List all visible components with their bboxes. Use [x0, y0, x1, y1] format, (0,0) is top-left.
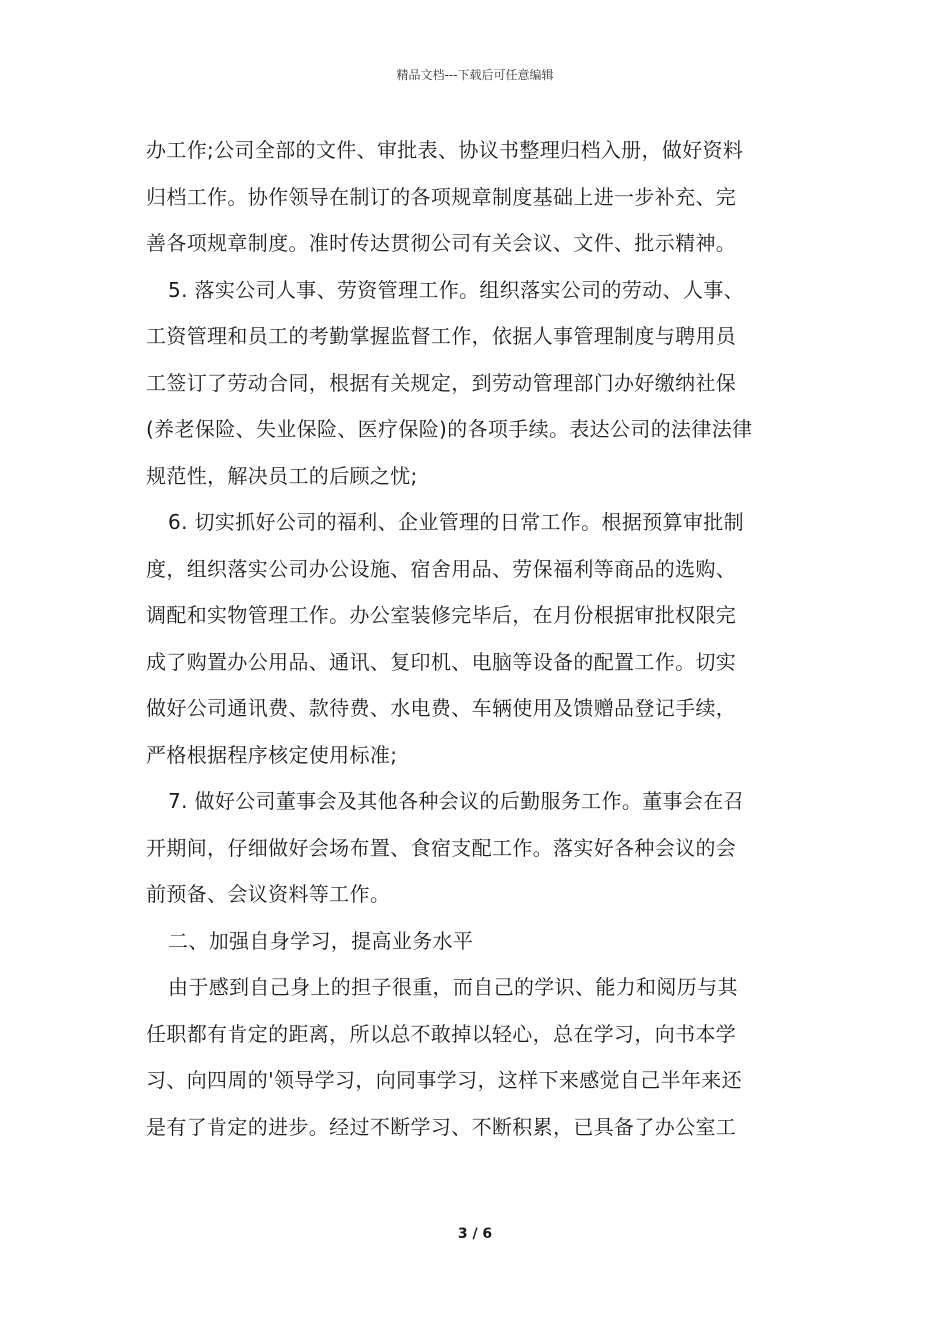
text-line: 归档工作。协作领导在制订的各项规章制度基础上进一步补充、完 [146, 184, 737, 209]
text-line: 做好公司通讯费、款待费、水电费、车辆使用及馈赠品登记手续， [146, 696, 737, 720]
text-line: 办工作;公司全部的文件、审批表、协议书整理归档入册，做好资料 [146, 138, 744, 162]
text-line: 7. 做好公司董事会及其他各种会议的后勤服务工作。董事会在召 [168, 789, 744, 813]
text-line: 是有了肯定的进步。经过不断学习、不断积累，已具备了办公室工 [146, 1114, 737, 1139]
text-line: 开期间，仔细做好会场布置、食宿支配工作。落实好各种会议的会 [146, 835, 737, 860]
text-line: 任职都有肯定的距离，所以总不敢掉以轻心，总在学习，向书本学 [146, 1021, 737, 1046]
document-body [146, 127, 816, 1150]
text-line: (养老保险、失业保险、医疗保险)的各项手续。表达公司的法律法律 [146, 417, 753, 441]
text-line: 习、向四周的'领导学习，向同事学习，这样下来感觉自己半年来还 [146, 1068, 742, 1092]
text-line: 成了购置办公用品、通讯、复印机、电脑等设备的配置工作。切实 [146, 649, 737, 674]
page-header: 精品文档---下载后可任意编辑 [396, 68, 554, 82]
text-line: 调配和实物管理工作。办公室装修完毕后，在月份根据审批权限完 [146, 603, 737, 627]
text-line: 度，组织落实公司办公设施、宿舍用品、劳保福利等商品的选购、 [146, 556, 737, 581]
text-line: 工资管理和员工的考勤掌握监督工作，依据人事管理制度与聘用员 [146, 324, 737, 348]
page-number: 3 / 6 [457, 1226, 493, 1242]
text-line: 由于感到自己身上的担子很重，而自己的学识、能力和阅历与其 [168, 975, 738, 999]
text-line: 工签订了劳动合同，根据有关规定，到劳动管理部门办好缴纳社保 [146, 370, 737, 395]
section-heading: 二、加强自身学习，提高业务水平 [168, 928, 474, 953]
text-line: 前预备、会议资料等工作。 [146, 882, 391, 906]
text-line: 6. 切实抓好公司的福利、企业管理的日常工作。根据预算审批制 [168, 510, 744, 534]
text-line: 善各项规章制度。准时传达贯彻公司有关会议、文件、批示精神。 [146, 231, 737, 255]
text-line: 规范性，解决员工的后顾之忧; [146, 463, 418, 488]
text-line: 严格根据程序核定使用标准; [146, 742, 398, 767]
text-line: 5. 落实公司人事、劳资管理工作。组织落实公司的劳动、人事、 [168, 277, 744, 302]
